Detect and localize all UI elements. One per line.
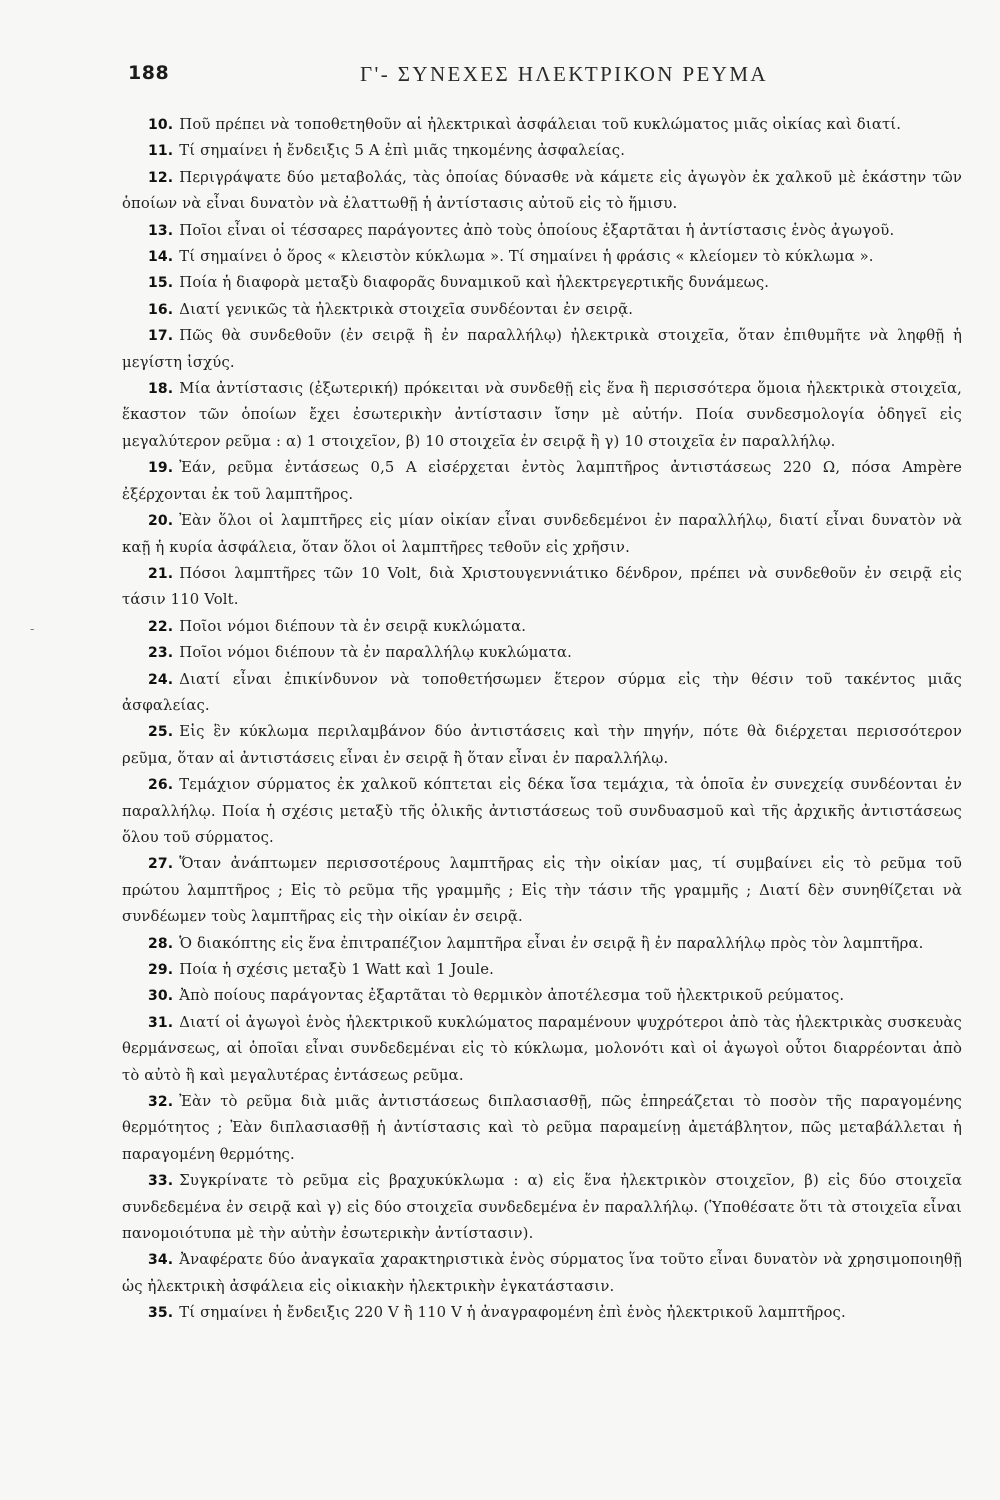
question-text: Μία ἀντίστασις (ἐξωτερική) πρόκειται νὰ συνδεθῇ εἰς ἕνα ἢ περισσότερα ὅμοια ἠλεκτρικὰ στοιχεῖα, ἕκαστον τῶν ὁποίων ἔχει ἐσωτερικὴν ἀντίστασιν ἴσην μὲ αὐτήν. Ποία συνδεσμολογία ὁδηγεῖ εἰς μεγαλύτερον ρεῦμα : α) 1 στοιχεῖον, β) 10 στοιχεῖα ἐν σειρᾷ ἢ γ) 10 στοιχεῖα ἐν παραλλήλῳ.: [122, 380, 962, 450]
question-item: [122, 719, 962, 772]
question-item: [122, 323, 962, 376]
question-item: [122, 270, 962, 296]
question-text: Ποῖοι νόμοι διέπουν τὰ ἐν παραλλήλῳ κυκλώματα.: [179, 644, 572, 662]
question-number: 22.: [148, 618, 174, 635]
question-text: Ὁ διακόπτης εἰς ἕνα ἐπιτραπέζιον λαμπτῆρα εἶναι ἐν σειρᾷ ἢ ἐν παραλλήλῳ πρὸς τὸν λαμπτῆρα.: [179, 934, 924, 952]
question-item: [122, 1300, 962, 1326]
question-text: Ἐὰν ὅλοι οἱ λαμπτῆρες εἰς μίαν οἰκίαν εἶναι συνδεδεμένοι ἐν παραλλήλῳ, διατί εἶναι δυνατὸν νὰ καῇ ἡ κυρία ἀσφάλεια, ὅταν ὅλοι οἱ λαμπτῆρες τεθοῦν εἰς χρῆσιν.: [122, 512, 962, 556]
question-item: [122, 165, 962, 218]
running-title: Γ'- ΣΥΝΕΧΕΣ ΗΛΕΚΤΡΙΚΟΝ ΡΕΥΜΑ: [360, 62, 768, 86]
question-number: 12.: [148, 169, 174, 186]
question-number: 34.: [148, 1252, 174, 1269]
question-text: Πῶς θὰ συνδεθοῦν (ἐν σειρᾷ ἢ ἐν παραλλήλῳ) ἠλεκτρικὰ στοιχεῖα, ὅταν ἐπιθυμῆτε νὰ ληφθῇ ἡ μεγίστη ἰσχύς.: [122, 327, 962, 371]
question-text: Ποῖοι νόμοι διέπουν τὰ ἐν σειρᾷ κυκλώματα.: [179, 617, 527, 635]
question-number: 18.: [148, 381, 174, 398]
question-number: 20.: [148, 513, 174, 530]
question-text: Ποία ἡ σχέσις μεταξὺ 1 Watt καὶ 1 Joule.: [179, 961, 494, 978]
question-item: [122, 772, 962, 851]
question-number: 32.: [148, 1094, 174, 1111]
question-number: 14.: [148, 249, 174, 266]
question-item: [122, 640, 962, 666]
question-number: 29.: [148, 962, 174, 978]
question-number: 15.: [148, 275, 174, 292]
question-item: [122, 851, 962, 930]
question-text: Διατί γενικῶς τὰ ἠλεκτρικὰ στοιχεῖα συνδέονται ἐν σειρᾷ.: [179, 300, 634, 318]
question-text: Τεμάχιον σύρματος ἐκ χαλκοῦ κόπτεται εἰς δέκα ἴσα τεμάχια, τὰ ὁποῖα ἐν συνεχείᾳ συνδέονται ἐν παραλλήλῳ. Ποία ἡ σχέσις μεταξὺ τῆς ὁλικῆς ἀντιστάσεως τοῦ συνδυασμοῦ καὶ τῆς ἀρχικῆς ἀντιστάσεως ὅλου τοῦ σύρματος.: [122, 776, 962, 846]
question-item: [122, 667, 962, 720]
question-item: [122, 297, 962, 323]
question-text: Τί σημαίνει ὁ ὅρος « κλειστὸν κύκλωμα ». Τί σημαίνει ἡ φράσις « κλείομεν τὸ κύκλωμα ».: [179, 248, 874, 266]
question-item: [122, 957, 962, 983]
question-item: [122, 983, 962, 1009]
question-number: 11.: [148, 143, 174, 160]
question-number: 33.: [148, 1173, 174, 1190]
page-number: 188: [128, 62, 170, 84]
margin-mark: -: [30, 622, 35, 636]
question-number: 31.: [148, 1014, 174, 1031]
question-item: [122, 112, 962, 138]
question-text: Πόσοι λαμπτῆρες τῶν 10 Volt, διὰ Χριστουγεννιάτικο δένδρον, πρέπει νὰ συνδεθοῦν ἐν σειρᾷ εἰς τάσιν 110 Volt.: [122, 564, 962, 609]
question-text: Τί σημαίνει ἡ ἔνδειξις 220 V ἢ 110 V ἡ ἀναγραφομένη ἐπὶ ἑνὸς ἠλεκτρικοῦ λαμπτῆρος.: [179, 1304, 846, 1322]
question-text: Εἰς ἓν κύκλωμα περιλαμβάνον δύο ἀντιστάσεις καὶ τὴν πηγήν, πότε θὰ διέρχεται περισσότερον ρεῦμα, ὅταν αἱ ἀντιστάσεις εἶναι ἐν σειρᾷ ἢ ὅταν εἶναι ἐν παραλλήλῳ.: [122, 723, 962, 767]
question-item: [122, 1089, 962, 1168]
question-item: [122, 561, 962, 614]
question-number: 26.: [148, 777, 174, 794]
question-text: Ποῖοι εἶναι οἱ τέσσαρες παράγοντες ἀπὸ τοὺς ὁποίους ἐξαρτᾶται ἡ ἀντίστασις ἑνὸς ἀγωγοῦ.: [179, 221, 895, 239]
question-number: 17.: [148, 328, 174, 345]
question-text: Συγκρίνατε τὸ ρεῦμα εἰς βραχυκύκλωμα : α) εἰς ἕνα ἠλεκτρικὸν στοιχεῖον, β) εἰς δύο στοιχεῖα συνδεδεμένα ἐν σειρᾷ καὶ γ) εἰς δύο στοιχεῖα συνδεδεμένα ἐν παραλλήλῳ. (Ὑποθέσατε ὅτι τὰ στοιχεῖα εἶναι πανομοιότυπα μὲ τὴν αὐτὴν ἐσωτερικὴν ἀντίστασιν).: [122, 1172, 962, 1243]
question-number: 35.: [148, 1305, 174, 1322]
question-text: Ἀπὸ ποίους παράγοντας ἐξαρτᾶται τὸ θερμικὸν ἀποτέλεσμα τοῦ ἠλεκτρικοῦ ρεύματος.: [179, 987, 845, 1005]
question-text: Τί σημαίνει ἡ ἔνδειξις 5 A ἐπὶ μιᾶς τηκομένης ἀσφαλείας.: [179, 142, 626, 160]
question-text: Ποία ἡ διαφορὰ μεταξὺ διαφορᾶς δυναμικοῦ καὶ ἠλεκτρεγερτικῆς δυνάμεως.: [179, 274, 770, 292]
question-item: [122, 1168, 962, 1247]
question-text: Ἐὰν τὸ ρεῦμα διὰ μιᾶς ἀντιστάσεως διπλασιασθῇ, πῶς ἐπηρεάζεται τὸ ποσὸν τῆς παραγομένης θερμότητος ; Ἐὰν διπλασιασθῇ ἡ ἀντίστασις καὶ τὸ ρεῦμα παραμείνῃ ἀμετάβλητον, πῶς μεταβάλλεται ἡ παραγομένη θερμότης.: [122, 1093, 962, 1163]
question-item: [122, 508, 962, 561]
question-text: Ποῦ πρέπει νὰ τοποθετηθοῦν αἱ ἠλεκτρικαὶ ἀσφάλειαι τοῦ κυκλώματος μιᾶς οἰκίας καὶ διατί.: [179, 116, 902, 133]
question-item: [122, 244, 962, 270]
question-number: 16.: [148, 301, 174, 318]
question-text: Ἀναφέρατε δύο ἀναγκαῖα χαρακτηριστικὰ ἑνὸς σύρματος ἵνα τοῦτο εἶναι δυνατὸν νὰ χρησιμοποιηθῇ ὡς ἠλεκτρικὴ ἀσφάλεια εἰς οἰκιακὴν ἠλεκτρικὴν ἐγκατάστασιν.: [122, 1251, 962, 1295]
question-text: Διατί εἶναι ἐπικίνδυνον νὰ τοποθετήσωμεν ἕτερον σύρμα εἰς τὴν θέσιν τοῦ τακέντος μιᾶς ἀσφαλείας.: [122, 670, 962, 714]
question-item: [122, 455, 962, 508]
question-number: 19.: [148, 460, 174, 477]
question-number: 25.: [148, 724, 174, 741]
question-item: [122, 614, 962, 640]
question-item: [122, 376, 962, 455]
question-text: Ἐάν, ρεῦμα ἐντάσεως 0,5 A εἰσέρχεται ἐντὸς λαμπτῆρος ἀντιστάσεως 220 Ω, πόσα Ampère ἐξέρχονται ἐκ τοῦ λαμπτῆρος.: [122, 459, 962, 503]
question-item: [122, 1010, 962, 1089]
question-text: Ὅταν ἀνάπτωμεν περισσοτέρους λαμπτῆρας εἰς τὴν οἰκίαν μας, τί συμβαίνει εἰς τὸ ρεῦμα τοῦ πρώτου λαμπτῆρος ; Εἰς τὸ ρεῦμα τῆς γραμμῆς ; Εἰς τὴν τάσιν τῆς γραμμῆς ; Διατί δὲν συνηθίζεται νὰ συνδέωμεν τοὺς λαμπτῆρας εἰς τὴν οἰκίαν ἐν σειρᾷ.: [122, 855, 962, 926]
question-number: 27.: [148, 856, 174, 873]
page-header: [128, 62, 948, 96]
question-item: [122, 1247, 962, 1300]
question-list: [122, 112, 962, 1327]
question-item: [122, 218, 962, 244]
question-text: Περιγράψατε δύο μεταβολάς, τὰς ὁποίας δύνασθε νὰ κάμετε εἰς ἀγωγὸν ἐκ χαλκοῦ μὲ ἑκάστην τῶν ὁποίων νὰ εἶναι δυνατὸν νὰ ἐλαττωθῇ ἡ ἀντίστασις αὐτοῦ εἰς τὸ ἥμισυ.: [122, 168, 962, 213]
question-number: 10.: [148, 117, 174, 133]
question-number: 30.: [148, 988, 174, 1005]
question-number: 24.: [148, 671, 174, 688]
question-number: 23.: [148, 645, 174, 662]
question-item: [122, 931, 962, 957]
question-number: 21.: [148, 565, 174, 582]
question-text: Διατί οἱ ἀγωγοὶ ἑνὸς ἠλεκτρικοῦ κυκλώματος παραμένουν ψυχρότεροι ἀπὸ τὰς ἠλεκτρικὰς συσκευὰς θερμάνσεως, αἱ ὁποῖαι εἶναι συνδεδεμέναι εἰς τὸ κύκλωμα, μολονότι καὶ οἱ ἀγωγοὶ οὗτοι διαρρέονται ἀπὸ τὸ αὐτὸ ἢ καὶ μεγαλυτέρας ἐντάσεως ρεῦμα.: [122, 1013, 962, 1084]
question-number: 13.: [148, 222, 174, 239]
question-number: 28.: [148, 935, 174, 952]
question-item: [122, 138, 962, 164]
